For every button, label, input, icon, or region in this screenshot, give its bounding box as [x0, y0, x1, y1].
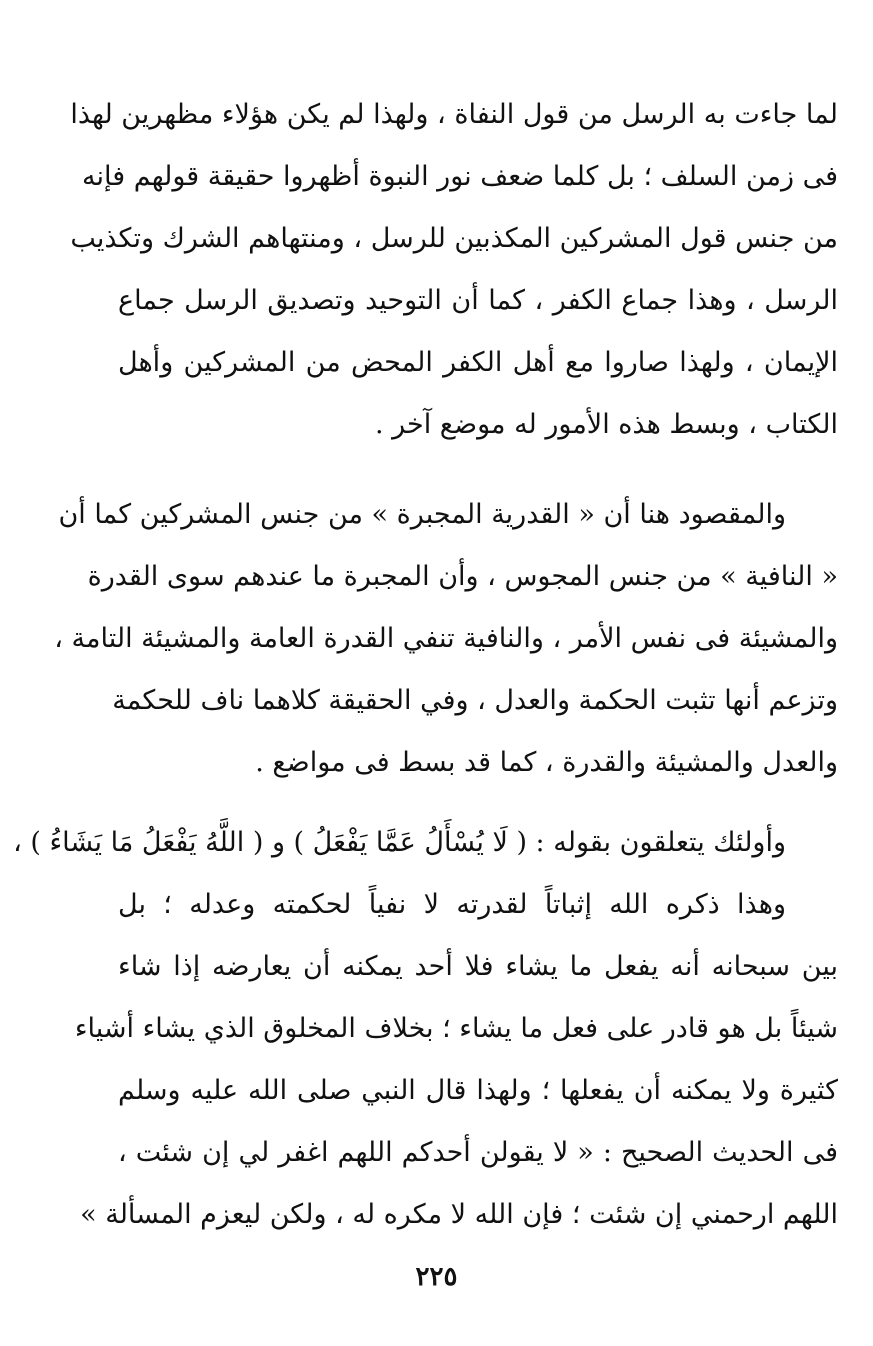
page-number: ٢٢٥ [415, 1262, 458, 1292]
text-line: وأولئك يتعلقون بقوله : ( لَا يُسْأَلُ عَمَّا يَفْعَلُ ) و ( اللَّهُ يَفْعَلُ مَا يَشَاءُ ) ، [13, 827, 786, 858]
text-line: « النافية » من جنس المجوس ، وأن المجبرة ما عندهم سوى القدرة [87, 561, 838, 592]
text-line: والمشيئة فى نفس الأمر ، والنافية تنفي القدرة العامة والمشيئة التامة ، [54, 623, 838, 654]
text-line: كثيرة ولا يمكنه أن يفعلها ؛ ولهذا قال النبي صلى الله عليه وسلم [118, 1075, 838, 1106]
text-line: بين سبحانه أنه يفعل ما يشاء فلا أحد يمكنه أن يعارضه إذا شاء [118, 951, 838, 982]
paragraph-3 [13, 812, 838, 1246]
text-line: الكتاب ، وبسط هذه الأمور له موضع آخر . [374, 409, 838, 440]
text-line: والمقصود هنا أن « القدرية المجبرة » من جنس المشركين كما أن [58, 499, 786, 530]
text-line: شيئاً بل هو قادر على فعل ما يشاء ؛ بخلاف المخلوق الذي يشاء أشياء [74, 1013, 838, 1044]
text-line: فى زمن السلف ؛ بل كلما ضعف نور النبوة أظهروا حقيقة قولهم فإنه [82, 161, 838, 192]
text-line: من جنس قول المشركين المكذبين للرسل ، ومنتهاهم الشرك وتكذيب [70, 223, 838, 254]
text-line: وتزعم أنها تثبت الحكمة والعدل ، وفي الحقيقة كلاهما ناف للحكمة [112, 685, 838, 716]
text-line: الرسل ، وهذا جماع الكفر ، كما أن التوحيد وتصديق الرسل جماع [118, 285, 838, 316]
text-line: والعدل والمشيئة والقدرة ، كما قد بسط فى مواضع . [255, 747, 838, 778]
text-line: فى الحديث الصحيح : « لا يقولن أحدكم اللهم اغفر لي إن شئت ، [118, 1137, 838, 1168]
text-line: وهذا ذكره الله إثباتاً لقدرته لا نفياً لحكمته وعدله ؛ بل [118, 889, 786, 920]
text-line: الإيمان ، ولهذا صاروا مع أهل الكفر المحض من المشركين وأهل [118, 347, 838, 378]
text-line: اللهم ارحمني إن شئت ؛ فإن الله لا مكره له ، ولكن ليعزم المسألة » [80, 1199, 838, 1230]
paragraph-2 [54, 484, 838, 794]
text-line: لما جاءت به الرسل من قول النفاة ، ولهذا لم يكن هؤلاء مظهرين لهذا [70, 99, 838, 130]
paragraph-1 [70, 84, 838, 456]
